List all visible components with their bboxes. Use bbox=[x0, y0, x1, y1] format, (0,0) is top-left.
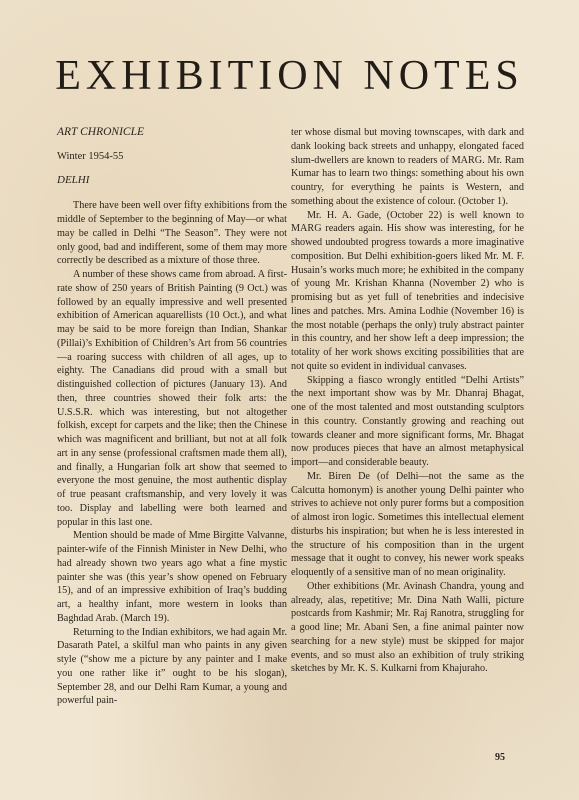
page-headline: EXHIBITION NOTES bbox=[55, 53, 524, 99]
section-heading: ART CHRONICLE bbox=[57, 126, 145, 138]
paragraph: ter whose dismal but moving townscapes, with dark and dank looking back streets and unhappy, elongated faced slum-dwellers are known to readers of MARG. Mr. Ram Kumar has to learn two things: something about his own country, for everything he paints is Western, and something about the existence of colour. (October 1). bbox=[291, 127, 524, 207]
paragraph: Mr. H. A. Gade, (October 22) is well known to MARG readers again. His show was interesting, for he showed undoubted progress towards a more imaginative composition. But Delhi exhibition-goers liked Mr. M. F. Husain’s works much more; he exhibited in the company of young Mr. Krishan Khanna (November 2) who is promising but as yet full of tenebrities and indecisive lines and patches. Mrs. Amina Lodhie (November 16) is the most notable (perhaps the only) truly abstract painter in this country, and her show left a deep impression; the totality of her work shows exciting possibilities that are not quite so evident in individual canvases. bbox=[291, 209, 524, 372]
paragraph: A number of these shows came from abroad. A first-rate show of 250 years of British Painting (9 Oct.) was followed by an equally impressive and well presented exhibition of American aquarellists (10 Oct.), and what may be said to be more foreign than Indian, Shankar (Pillai)’s Exhibition of Children’s Art from 56 countries—a roaring success with children of all ages, up to eighty. The Canadians did proud with a small but distinguished collection of pictures (January 13). And then, three countries showed their folk arts: the U.S.S.R. which was interesting, but not altogether folkish, except for carpets and the like; then the Chinese which was magnificent and brilliant, but not at all folk art in any sense (professional craftsmen made them all), and finally, a Hungarian folk art show that seemed to everyone the most genuine, the most authentic display of true peasant craftsmanship, and very lovely it was too. Display and labelling were both learned and popular in this last one. bbox=[57, 269, 287, 528]
paragraph: There have been well over fifty exhibitions from the middle of September to the beginning of May—or what may be called in Delhi “The Season”. They were not only good, bad and indifferent, some of them may more correctly be described as a mixture of those three. bbox=[57, 200, 287, 267]
paragraph: Skipping a fiasco wrongly entitled “Delhi Artists” the next important show was by Mr. Dhanraj Bhagat, one of the most talented and most outstanding sculptors in this country. Constantly growing and reaching out towards cleaner and more significant forms, Mr. Bhagat now produces pieces that have an almost metaphysical import—and considerable beauty. bbox=[291, 374, 524, 468]
right-column bbox=[291, 126, 524, 676]
paragraph: Returning to the Indian exhibitors, we had again Mr. Dasarath Patel, a skilful man who paints in any given style (“show me a picture by any painter and I make you one rather like it” ought to be his slogan), September 28, and our Delhi Ram Kumar, a young and powerful pain- bbox=[57, 626, 287, 707]
paragraph: Mr. Biren De (of Delhi—not the same as the Calcutta homonym) is another young Delhi painter who strives to achieve not only purer forms but a composition of almost iron logic. Sometimes this intellectual element disturbs his inspiration; but when he is less interested in the structure of his composition than in the urgent message that it ought to convey, his newer work speaks eloquently of a sensitive man of no mean originality. bbox=[291, 470, 524, 578]
season-label: Winter 1954-55 bbox=[57, 150, 124, 162]
page-number: 95 bbox=[495, 752, 505, 763]
left-column bbox=[57, 126, 287, 708]
paragraph: Mention should be made of Mme Birgitte Valvanne, painter-wife of the Finnish Minister in New Delhi, who had already shown two years ago what a fine mystic painter she was (this year’s show opened on February 15), and of an impressive exhibition of Iraq’s budding art, a healthy infant, more western in looks than Baghdad Arab. (March 19). bbox=[57, 530, 287, 624]
paragraph: Other exhibitions (Mr. Avinash Chandra, young and already, alas, repetitive; Mr. Dina Nath Walli, picture postcards from Kashmir; Mr. Raj Ranotra, struggling for a good line; Mr. Abani Sen, a fine animal painter now searching for a new style) must be skipped for major events, and so must also an exhibition of truly striking sketches by Mr. K. S. Kulkarni from Khajuraho. bbox=[291, 580, 524, 675]
city-heading: DELHI bbox=[57, 173, 90, 186]
